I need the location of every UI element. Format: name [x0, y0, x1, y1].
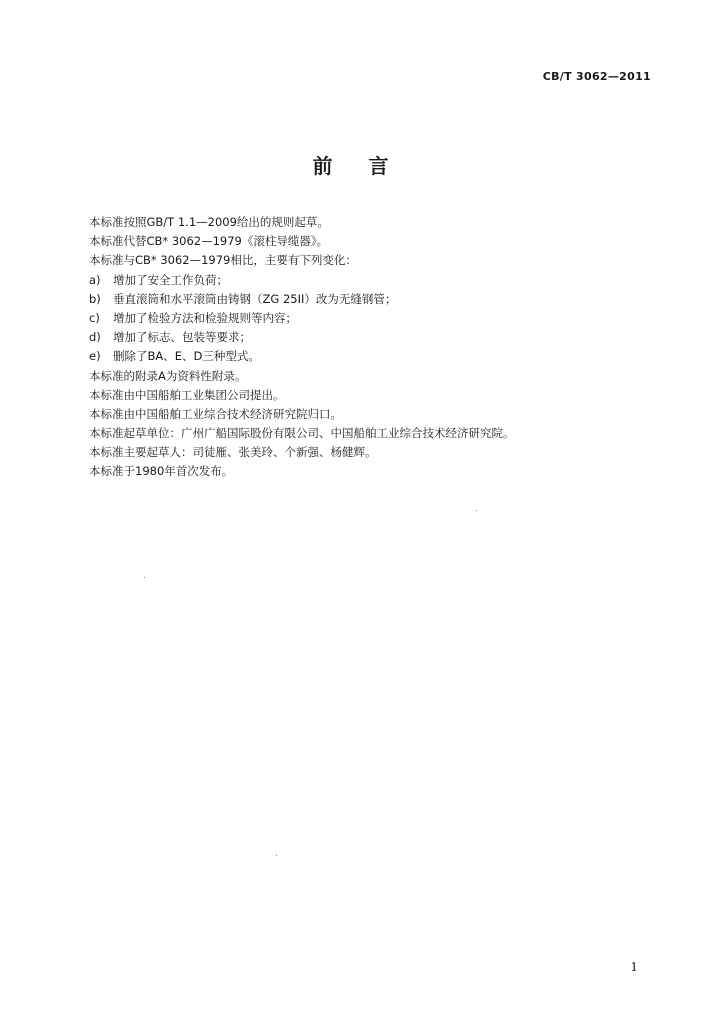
change-item-text: 增加了检验方法和检验规则等内容；	[113, 310, 297, 325]
page-number: 1	[630, 960, 638, 974]
change-item-mark: c)	[89, 310, 100, 325]
change-item	[89, 271, 649, 290]
change-item	[89, 309, 649, 328]
change-item-text: 删除了BA、E、D三种型式。	[113, 349, 260, 364]
change-item-mark: a)	[89, 272, 101, 287]
closing-line: 本标准由中国船舶工业综合技术经济研究院归口。	[89, 406, 342, 421]
intro-line: 本标准按照GB/T 1.1—2009给出的规则起草。	[89, 215, 329, 229]
change-item	[89, 347, 649, 366]
change-item-mark: b)	[89, 291, 101, 306]
change-item-text: 增加了安全工作负荷；	[113, 272, 228, 287]
foreword-body	[89, 213, 649, 482]
closing-line: 本标准于1980年首次发布。	[89, 464, 234, 479]
change-item-mark: d)	[89, 330, 101, 345]
closing-line: 本标准主要起草人：司徒雁、张美玲、个新强、杨健辉。	[89, 445, 377, 460]
standard-code: CB/T 3062—2011	[542, 70, 651, 83]
scan-speck	[276, 855, 277, 856]
change-item-text: 垂直滚筒和水平滚筒由铸钢（ZG 25II）改为无缝钢管；	[113, 291, 397, 306]
intro-line: 本标准代替CB* 3062—1979《滚柱导缆器》。	[89, 234, 329, 249]
change-item-mark: e)	[89, 349, 101, 364]
change-item	[89, 328, 649, 347]
closing-line: 本标准的附录A为资料性附录。	[89, 368, 247, 383]
change-item-text: 增加了标志、包装等要求；	[113, 330, 251, 345]
page-title: 前言	[312, 154, 425, 178]
change-item	[89, 290, 649, 309]
scan-speck	[144, 577, 145, 578]
scan-speck	[476, 510, 477, 511]
closing-line: 本标准起草单位：广州广船国际股份有限公司、中国船舶工业综合技术经济研究院。	[89, 426, 515, 441]
intro-line: 本标准与CB* 3062—1979相比，主要有下列变化：	[89, 253, 357, 268]
closing-line: 本标准由中国船舶工业集团公司提出。	[89, 387, 285, 402]
